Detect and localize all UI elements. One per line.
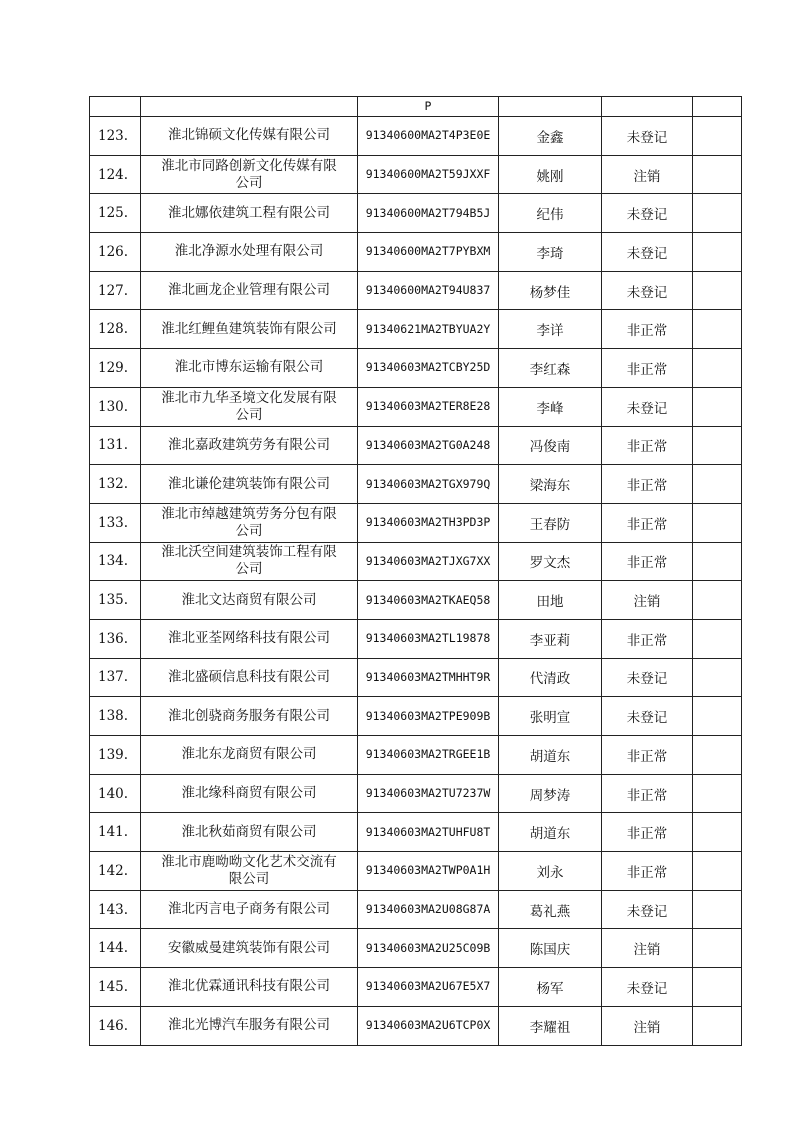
credit-code-cell: 91340603MA2TH3PD3P — [358, 503, 499, 542]
company-name-cell: 淮北谦伦建筑装饰有限公司 — [141, 465, 358, 504]
table-row — [90, 426, 742, 465]
table-row — [90, 117, 742, 156]
registry-table-body — [90, 97, 742, 1046]
table-row — [90, 697, 742, 736]
credit-code-cell: 91340603MA2TER8E28 — [358, 387, 499, 426]
table-row — [90, 155, 742, 194]
status-cell: 非正常 — [602, 465, 693, 504]
credit-code-cell: 91340603MA2TUHFU8T — [358, 813, 499, 852]
table-row — [90, 852, 742, 891]
legal-person-cell: 李红森 — [499, 349, 602, 388]
company-name-cell: 淮北净源水处理有限公司 — [141, 233, 358, 272]
row-number-cell: 146. — [90, 1006, 141, 1045]
company-name-cell: 淮北亚荃网络科技有限公司 — [141, 619, 358, 658]
credit-code-cell: 91340603MA2TJXG7XX — [358, 542, 499, 581]
company-name-cell: 淮北创骁商务服务有限公司 — [141, 697, 358, 736]
remark-cell — [693, 349, 742, 388]
legal-person-cell: 王春防 — [499, 503, 602, 542]
row-number-cell: 136. — [90, 619, 141, 658]
remark-cell — [693, 194, 742, 233]
company-name-cell: 淮北市鹿呦呦文化艺术交流有限公司 — [141, 852, 358, 891]
credit-code-cell: 91340600MA2T7PYBXM — [358, 233, 499, 272]
status-cell: 注销 — [602, 929, 693, 968]
remark-cell — [693, 697, 742, 736]
legal-person-cell: 李耀祖 — [499, 1006, 602, 1045]
legal-person-cell: 纪伟 — [499, 194, 602, 233]
status-cell: 未登记 — [602, 890, 693, 929]
remark-cell — [693, 852, 742, 891]
company-name-cell: 淮北缘科商贸有限公司 — [141, 774, 358, 813]
legal-person-cell: 冯俊南 — [499, 426, 602, 465]
status-cell: 注销 — [602, 581, 693, 620]
remark-cell — [693, 619, 742, 658]
company-name-cell: 淮北红鲤鱼建筑装饰有限公司 — [141, 310, 358, 349]
status-cell: 非正常 — [602, 619, 693, 658]
credit-code-cell: 91340603MA2TG0A248 — [358, 426, 499, 465]
status-cell — [602, 97, 693, 117]
status-cell: 未登记 — [602, 117, 693, 156]
credit-code-cell: 91340603MA2U08G87A — [358, 890, 499, 929]
credit-code-cell: 91340603MA2TRGEE1B — [358, 736, 499, 775]
credit-code-cell: 91340600MA2T4P3E0E — [358, 117, 499, 156]
credit-code-cell: 91340600MA2T94U837 — [358, 271, 499, 310]
credit-code-cell: 91340621MA2TBYUA2Y — [358, 310, 499, 349]
status-cell: 非正常 — [602, 736, 693, 775]
company-name-cell: 淮北光博汽车服务有限公司 — [141, 1006, 358, 1045]
company-name-cell — [141, 97, 358, 117]
row-number-cell: 127. — [90, 271, 141, 310]
legal-person-cell: 罗文杰 — [499, 542, 602, 581]
company-name-cell: 淮北优霖通讯科技有限公司 — [141, 968, 358, 1007]
status-cell: 非正常 — [602, 542, 693, 581]
row-number-cell: 139. — [90, 736, 141, 775]
credit-code-cell: 91340603MA2TL19878 — [358, 619, 499, 658]
credit-code-cell: 91340603MA2TMHHT9R — [358, 658, 499, 697]
legal-person-cell: 李琦 — [499, 233, 602, 272]
row-number-cell: 128. — [90, 310, 141, 349]
row-number-cell: 129. — [90, 349, 141, 388]
table-row — [90, 194, 742, 233]
company-name-cell: 安徽威曼建筑装饰有限公司 — [141, 929, 358, 968]
status-cell: 未登记 — [602, 194, 693, 233]
remark-cell — [693, 271, 742, 310]
remark-cell — [693, 1006, 742, 1045]
credit-code-cell: 91340603MA2U6TCP0X — [358, 1006, 499, 1045]
row-number-cell: 137. — [90, 658, 141, 697]
row-number-cell: 145. — [90, 968, 141, 1007]
table-row — [90, 310, 742, 349]
credit-code-cell: 91340600MA2T59JXXF — [358, 155, 499, 194]
status-cell: 未登记 — [602, 233, 693, 272]
company-name-cell: 淮北娜依建筑工程有限公司 — [141, 194, 358, 233]
company-name-cell: 淮北锦硕文化传媒有限公司 — [141, 117, 358, 156]
credit-code-cell: 91340603MA2TU7237W — [358, 774, 499, 813]
remark-cell — [693, 155, 742, 194]
legal-person-cell: 周梦涛 — [499, 774, 602, 813]
status-cell: 未登记 — [602, 968, 693, 1007]
credit-code-cell: 91340603MA2TWP0A1H — [358, 852, 499, 891]
table-row — [90, 465, 742, 504]
table-row-continued — [90, 97, 742, 117]
status-cell: 非正常 — [602, 852, 693, 891]
table-row — [90, 929, 742, 968]
company-name-cell: 淮北画龙企业管理有限公司 — [141, 271, 358, 310]
row-number-cell — [90, 97, 141, 117]
row-number-cell: 138. — [90, 697, 141, 736]
remark-cell — [693, 813, 742, 852]
table-row — [90, 271, 742, 310]
credit-code-cell: P — [358, 97, 499, 117]
table-row — [90, 542, 742, 581]
status-cell: 非正常 — [602, 426, 693, 465]
status-cell: 未登记 — [602, 271, 693, 310]
company-name-cell: 淮北嘉政建筑劳务有限公司 — [141, 426, 358, 465]
remark-cell — [693, 465, 742, 504]
credit-code-cell: 91340603MA2TPE909B — [358, 697, 499, 736]
company-name-cell: 淮北丙言电子商务有限公司 — [141, 890, 358, 929]
table-row — [90, 619, 742, 658]
table-row — [90, 736, 742, 775]
remark-cell — [693, 387, 742, 426]
row-number-cell: 132. — [90, 465, 141, 504]
status-cell: 注销 — [602, 155, 693, 194]
status-cell: 未登记 — [602, 697, 693, 736]
credit-code-cell: 91340603MA2TKAEQ58 — [358, 581, 499, 620]
company-name-cell: 淮北市博东运输有限公司 — [141, 349, 358, 388]
credit-code-cell: 91340603MA2U67E5X7 — [358, 968, 499, 1007]
legal-person-cell: 陈国庆 — [499, 929, 602, 968]
row-number-cell: 124. — [90, 155, 141, 194]
table-row — [90, 774, 742, 813]
remark-cell — [693, 736, 742, 775]
credit-code-cell: 91340603MA2TGX979Q — [358, 465, 499, 504]
status-cell: 非正常 — [602, 349, 693, 388]
company-name-cell: 淮北文达商贸有限公司 — [141, 581, 358, 620]
row-number-cell: 144. — [90, 929, 141, 968]
company-name-cell: 淮北市九华圣境文化发展有限公司 — [141, 387, 358, 426]
row-number-cell: 133. — [90, 503, 141, 542]
legal-person-cell: 葛礼燕 — [499, 890, 602, 929]
status-cell: 注销 — [602, 1006, 693, 1045]
remark-cell — [693, 658, 742, 697]
remark-cell — [693, 117, 742, 156]
table-row — [90, 387, 742, 426]
row-number-cell: 123. — [90, 117, 141, 156]
table-row — [90, 349, 742, 388]
row-number-cell: 140. — [90, 774, 141, 813]
row-number-cell: 131. — [90, 426, 141, 465]
remark-cell — [693, 581, 742, 620]
legal-person-cell: 梁海东 — [499, 465, 602, 504]
remark-cell — [693, 774, 742, 813]
table-row — [90, 503, 742, 542]
status-cell: 非正常 — [602, 813, 693, 852]
legal-person-cell: 杨军 — [499, 968, 602, 1007]
remark-cell — [693, 968, 742, 1007]
registry-table — [89, 96, 742, 1046]
row-number-cell: 142. — [90, 852, 141, 891]
company-name-cell: 淮北沃空间建筑装饰工程有限公司 — [141, 542, 358, 581]
row-number-cell: 134. — [90, 542, 141, 581]
legal-person-cell: 杨梦佳 — [499, 271, 602, 310]
legal-person-cell: 李亚莉 — [499, 619, 602, 658]
remark-cell — [693, 890, 742, 929]
legal-person-cell: 金鑫 — [499, 117, 602, 156]
remark-cell — [693, 233, 742, 272]
row-number-cell: 130. — [90, 387, 141, 426]
remark-cell — [693, 542, 742, 581]
row-number-cell: 141. — [90, 813, 141, 852]
credit-code-cell: 91340603MA2U25C09B — [358, 929, 499, 968]
company-name-cell: 淮北市同路创新文化传媒有限公司 — [141, 155, 358, 194]
company-name-cell: 淮北盛硕信息科技有限公司 — [141, 658, 358, 697]
row-number-cell: 135. — [90, 581, 141, 620]
row-number-cell: 126. — [90, 233, 141, 272]
company-name-cell: 淮北秋茹商贸有限公司 — [141, 813, 358, 852]
status-cell: 非正常 — [602, 310, 693, 349]
status-cell: 非正常 — [602, 503, 693, 542]
table-row — [90, 890, 742, 929]
legal-person-cell: 代清政 — [499, 658, 602, 697]
remark-cell — [693, 426, 742, 465]
company-name-cell: 淮北市绰越建筑劳务分包有限公司 — [141, 503, 358, 542]
credit-code-cell: 91340603MA2TCBY25D — [358, 349, 499, 388]
table-row — [90, 233, 742, 272]
remark-cell — [693, 503, 742, 542]
legal-person-cell: 刘永 — [499, 852, 602, 891]
legal-person-cell: 田地 — [499, 581, 602, 620]
legal-person-cell: 胡道东 — [499, 813, 602, 852]
credit-code-cell: 91340600MA2T794B5J — [358, 194, 499, 233]
company-name-cell: 淮北东龙商贸有限公司 — [141, 736, 358, 775]
remark-cell — [693, 97, 742, 117]
row-number-cell: 125. — [90, 194, 141, 233]
legal-person-cell: 张明宣 — [499, 697, 602, 736]
status-cell: 非正常 — [602, 774, 693, 813]
status-cell: 未登记 — [602, 658, 693, 697]
table-row — [90, 1006, 742, 1045]
legal-person-cell: 胡道东 — [499, 736, 602, 775]
remark-cell — [693, 929, 742, 968]
legal-person-cell: 李详 — [499, 310, 602, 349]
row-number-cell: 143. — [90, 890, 141, 929]
status-cell: 未登记 — [602, 387, 693, 426]
remark-cell — [693, 310, 742, 349]
table-row — [90, 968, 742, 1007]
table-row — [90, 813, 742, 852]
legal-person-cell: 姚刚 — [499, 155, 602, 194]
table-row — [90, 581, 742, 620]
legal-person-cell: 李峰 — [499, 387, 602, 426]
table-row — [90, 658, 742, 697]
legal-person-cell — [499, 97, 602, 117]
